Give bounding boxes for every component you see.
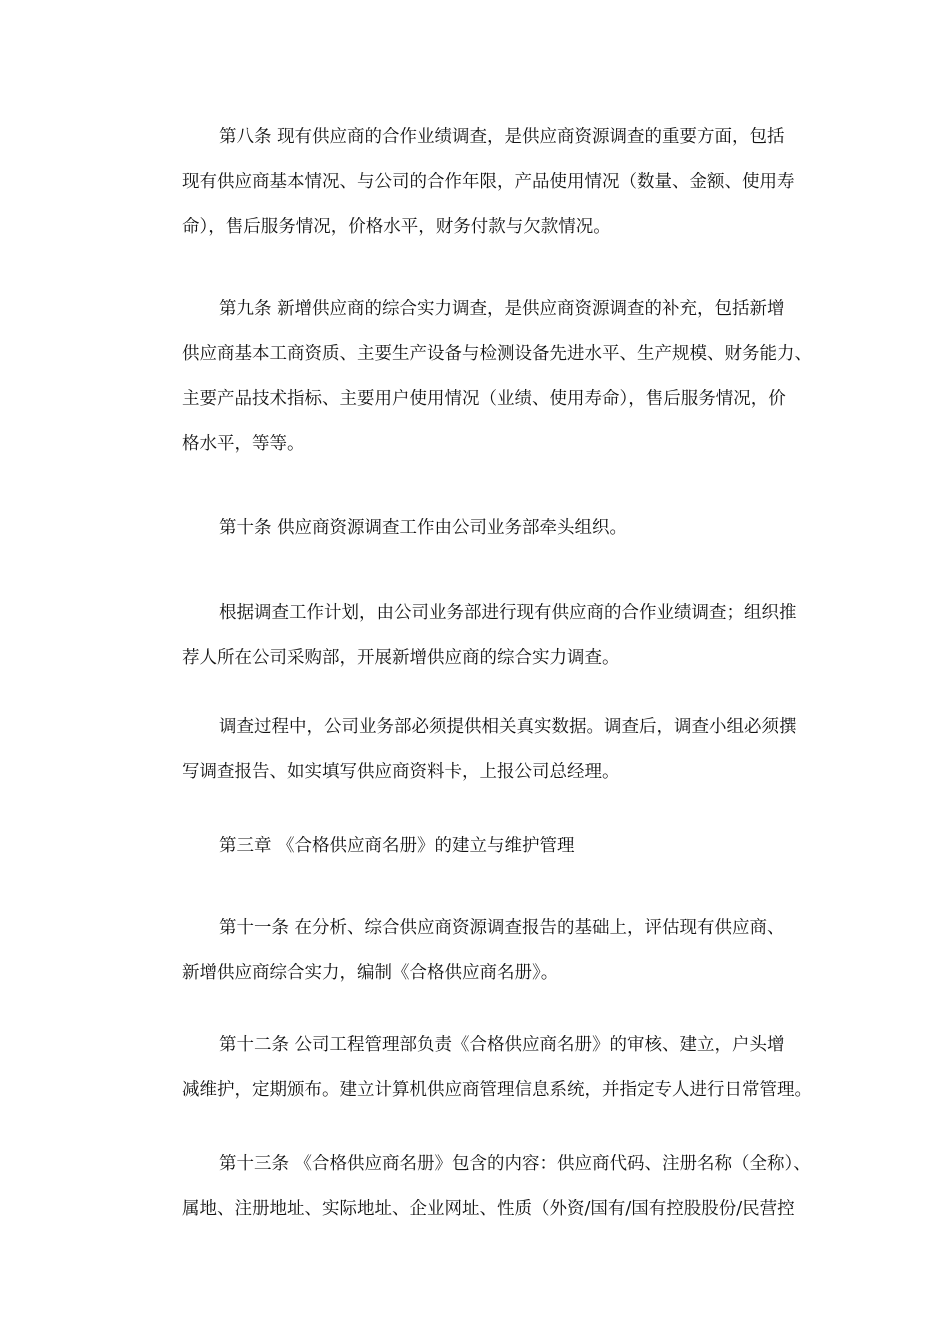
- paragraph-article-10: [145, 506, 810, 551]
- text-line: 第九条 新增供应商的综合实力调查，是供应商资源调查的补充，包括新增: [219, 299, 785, 319]
- text-line: 写调查报告、如实填写供应商资料卡，上报公司总经理。: [182, 762, 620, 782]
- paragraph-article-11: [145, 906, 810, 996]
- text-line: 供应商基本工商资质、主要生产设备与检测设备先进水平、生产规模、财务能力、: [182, 344, 812, 364]
- text-line: 减维护，定期颁布。建立计算机供应商管理信息系统，并指定专人进行日常管理。: [182, 1080, 812, 1100]
- text-line: 第十二条 公司工程管理部负责《合格供应商名册》的审核、建立，户头增: [219, 1035, 785, 1055]
- text-line: 命），售后服务情况，价格水平，财务付款与欠款情况。: [182, 217, 611, 237]
- text-line: 第十一条 在分析、综合供应商资源调查报告的基础上，评估现有供应商、: [219, 918, 785, 938]
- text-line: 主要产品技术指标、主要用户使用情况（业绩、使用寿命），售后服务情况，价: [182, 389, 786, 409]
- paragraph-survey-plan: [145, 591, 810, 681]
- text-line: 第十三条 《合格供应商名册》包含的内容：供应商代码、注册名称（全称）、: [219, 1154, 811, 1174]
- paragraph-article-12: [145, 1023, 810, 1113]
- text-line: 第十条 供应商资源调查工作由公司业务部牵头组织。: [219, 518, 628, 538]
- paragraph-article-13: [145, 1142, 810, 1232]
- text-line: 根据调查工作计划，由公司业务部进行现有供应商的合作业绩调查；组织推: [219, 603, 797, 623]
- text-line: 格水平，等等。: [182, 434, 305, 454]
- text-line: 调查过程中，公司业务部必须提供相关真实数据。调查后，调查小组必须撰: [219, 717, 797, 737]
- paragraph-survey-process: [145, 705, 810, 795]
- paragraph-article-9: [145, 287, 810, 467]
- text-line: 新增供应商综合实力，编制《合格供应商名册》。: [182, 963, 559, 983]
- text-line: 荐人所在公司采购部，开展新增供应商的综合实力调查。: [182, 648, 620, 668]
- chapter-3-heading: [145, 824, 810, 869]
- text-line: 第八条 现有供应商的合作业绩调查，是供应商资源调查的重要方面，包括: [219, 127, 785, 147]
- text-line: 第三章 《合格供应商名册》的建立与维护管理: [219, 836, 575, 856]
- text-line: 属地、注册地址、实际地址、企业网址、性质（外资/国有/国有控股股份/民营控: [182, 1199, 795, 1219]
- paragraph-article-8: [145, 115, 810, 250]
- text-line: 现有供应商基本情况、与公司的合作年限，产品使用情况（数量、金额、使用寿: [182, 172, 795, 192]
